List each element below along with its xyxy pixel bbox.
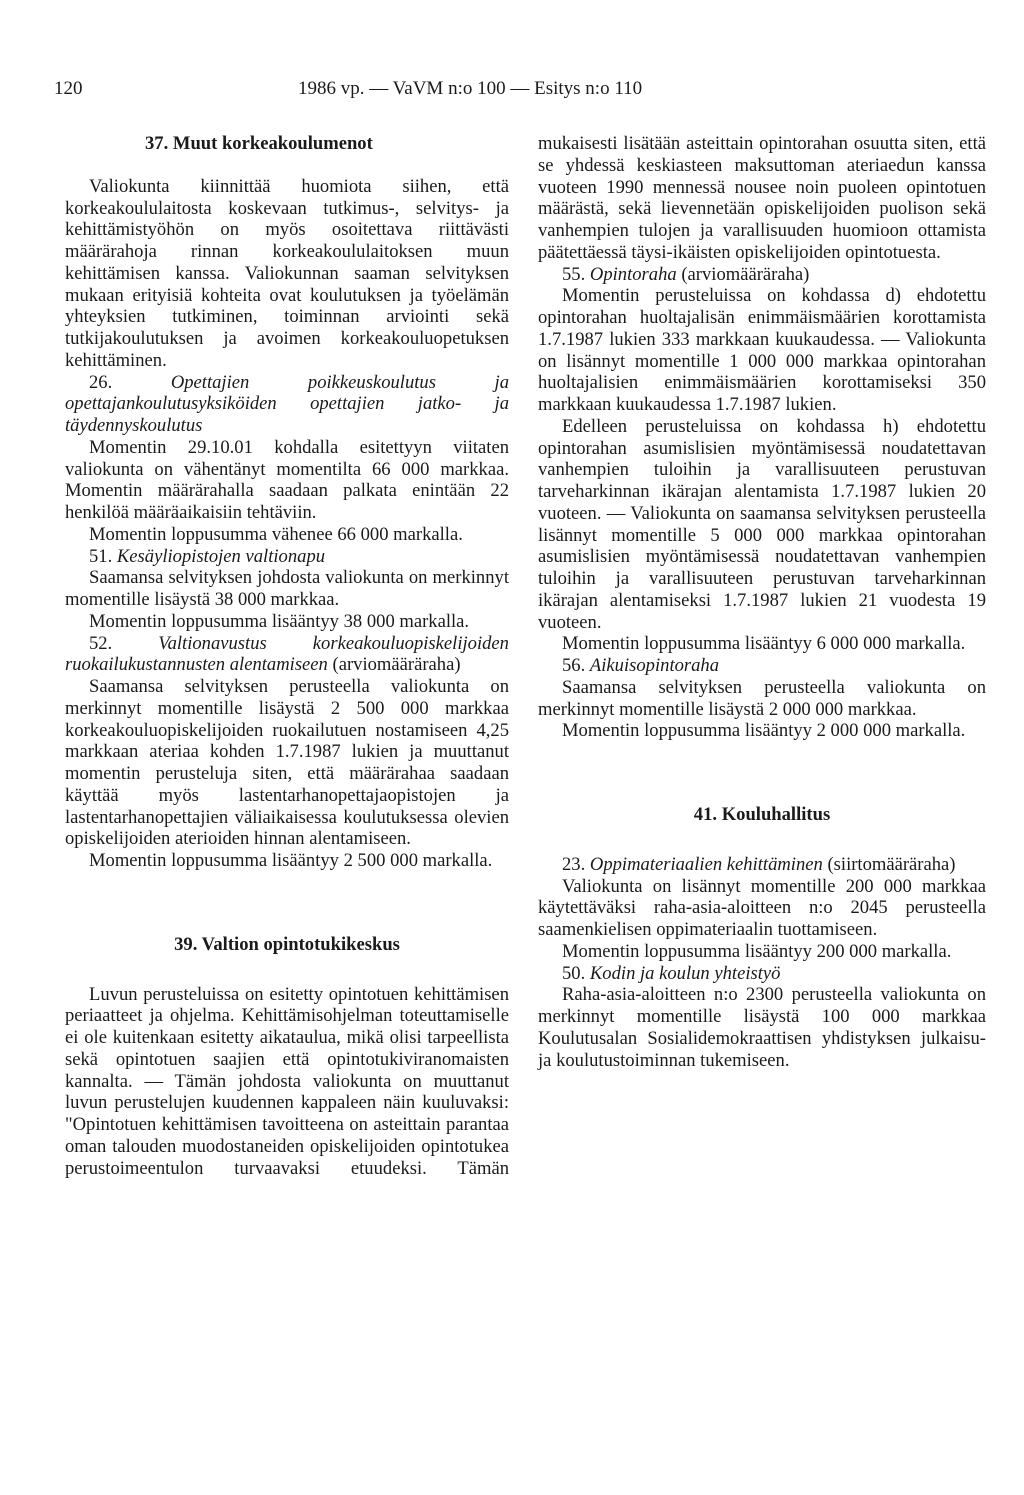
right-column — [538, 133, 986, 1071]
item-suffix: (arviomääräraha) — [681, 263, 810, 285]
section-heading-41: 41. Kouluhallitus — [693, 804, 831, 825]
paragraph-continued: mukaisesti lisätään asteittain opintorahan osuutta siten, että se yhdessä keskiasteen maksuttoman ateriaedun kanssa vuoteen 1990 mennessä nousee noin puoleen opintotuen määrästä, sekä lievennetään opiskelijoiden puolison sekä vanhempien tulojen ja varallisuuden huomioon ottamista päätettäessä täysi-ikäisten opiskelijoiden opintotuesta. — [538, 133, 986, 263]
running-head: 1986 vp. — VaVM n:o 100 — Esitys n:o 110 — [298, 78, 643, 99]
paragraph: Momentin loppusumma lisääntyy 2 000 000 markalla. — [562, 720, 966, 742]
paragraph: Momentin loppusumma vähenee 66 000 markalla. — [89, 523, 463, 545]
paragraph: Momentin loppusumma lisääntyy 38 000 markalla. — [89, 610, 470, 632]
paragraph: Momentin 29.10.01 kohdalla esitettyyn viitaten valiokunta on vähentänyt momentilta 66 000 markkaa. Momentin määrärahalla saadaan palkata enintään 22 henkilöä määräaikaisiin tehtäviin. — [65, 436, 509, 523]
item-title: Oppimateriaalien kehittäminen — [589, 853, 823, 875]
item-heading-56 — [538, 655, 986, 677]
item-suffix: (siirtomääräraha) — [827, 853, 956, 875]
paragraph: Edelleen perusteluissa on kohdassa h) ehdotettu opintorahan asumislisien myöntämisessä noudatettavan vanhempien tuloihin ja varallisuuteen perustuvan tarveharkinnan ikärajan alentamista 1.7.1987 lukien 20 vuoteen. — Valiokunta on saamansa selvityksen perusteella lisännyt momentille 5 000 000 markkaa opintorahan asumislisien myöntämisessä noudatettavan vanhempien tuloihin ja varallisuuteen perustuvan tarveharkinnan ikärajan alentamiseksi 1.7.1987 lukien 21 vuodesta 19 vuoteen. — [538, 415, 986, 633]
item-number: 51. — [89, 545, 113, 567]
item-title: Valtionavustus korkeakouluopiskelijoiden ruokailukustannusten alentamiseen — [65, 632, 509, 676]
item-number: 23. — [562, 853, 586, 875]
item-title: Opintoraha — [589, 263, 677, 285]
page-number: 120 — [54, 78, 83, 99]
paragraph: Saamansa selvityksen johdosta valiokunta on merkinnyt momentille lisäystä 38 000 markkaa. — [65, 567, 509, 610]
section-heading-37: 37. Muut korkeakoulumenot — [145, 133, 373, 154]
item-heading-50 — [538, 963, 986, 985]
left-column — [65, 133, 509, 1179]
item-number: 55. — [562, 263, 586, 285]
paragraph: Saamansa selvityksen perusteella valiokunta on merkinnyt momentille lisäystä 2 500 000 markkaa korkeakouluopiskelijoiden ruokailutuen nostamiseen 4,25 markkaan ateriaa kohden 1.7.1987 lukien ja muuttanut momentin perusteluja siten, että määrärahaa saadaan käyttää myös lastentarhanopettajaopistojen ja lastentarhanopettajien väliaikaisessa koulutuksessa olevien opiskelijoiden aterioiden hinnan alentamiseen. — [65, 676, 509, 850]
item-heading-26 — [65, 372, 509, 437]
paragraph: Saamansa selvityksen perusteella valiokunta on merkinnyt momentille lisäystä 2 000 000 markkaa. — [538, 676, 986, 720]
paragraph: Momentin perusteluissa on kohdassa d) ehdotettu opintorahan huoltajalisän enimmäismäärien korottamista 1.7.1987 lukien 333 markkaan kuukaudessa. — Valiokunta on lisännyt momentille 1 000 000 markkaa opintorahan huoltajalisien enimmäismäärien korottamiseksi 350 markkaan kuukaudessa 1.7.1987 lukien. — [538, 285, 986, 415]
item-title: Aikuisopintoraha — [589, 655, 720, 676]
item-title: Kesäyliopistojen valtionapu — [116, 545, 326, 567]
paragraph: Valiokunta kiinnittää huomiota siihen, että korkeakoululaitosta koskevaan tutkimus-, selvitys- ja kehittämistyöhön on myös osoitettava riittävästi määrärahoja rinnan korkeakoululaitoksen muun kehittämisen kanssa. Valiokunnan saaman selvityksen mukaan erityisiä kohteita ovat koulutuksen ja työelämän yhteyksien tutkiminen, toiminnan arviointi sekä tutkijakoulutuksen ja avoimen korkeakouluopetuksen kehittäminen. — [65, 175, 509, 371]
item-heading-51 — [65, 546, 509, 568]
paragraph: Momentin loppusumma lisääntyy 200 000 markalla. — [562, 940, 952, 962]
item-heading-23 — [538, 854, 986, 876]
item-title: Opettajien poikkeuskoulutus ja opettajankoulutusyksiköiden opettajien jatko- ja täydennyskoulutus — [65, 371, 509, 436]
item-number: 52. — [89, 632, 113, 654]
paragraph: Valiokunta on lisännyt momentille 200 000 markkaa käytettäväksi raha-asia-aloitteen n:o 2045 perusteella saamenkielisen oppimateriaalin tuottamiseen. — [538, 875, 986, 940]
item-number: 50. — [562, 962, 586, 984]
item-heading-52 — [65, 633, 509, 677]
section-heading-39: 39. Valtion opintotukikeskus — [174, 933, 400, 955]
item-number: 56. — [562, 655, 586, 676]
item-suffix: (arviomääräraha) — [332, 654, 461, 676]
paragraph: Raha-asia-aloitteen n:o 2300 perusteella valiokunta on merkinnyt momentille lisäystä 100 000 markkaa Koulutusalan Sosialidemokraattisen yhdistyksen julkaisu- ja koulutustoiminnan tukemiseen. — [538, 984, 986, 1071]
item-title: Kodin ja koulun yhteistyö — [589, 962, 781, 984]
paragraph: Momentin loppusumma lisääntyy 2 500 000 markalla. — [89, 850, 493, 871]
paragraph: Luvun perusteluissa on esitetty opintotuen kehittämisen periaatteet ja ohjelma. Kehittämisohjelman toteuttamiselle ei ole kuitenkaan esitetty aikataulua, mikä olisi tarpeellista sekä opintotuen saajien että opintotukiviranomaisten kannalta. — Tämän johdosta valiokunta on muuttanut luvun perustelujen kuudennen kappaleen näin kuuluvaksi: "Opintotuen kehittämisen tavoitteena on asteittain parantaa oman talouden muodostaneiden opiskelijoiden opintotukea perustoimeentulon turvaavaksi etuudeksi. Tämän — [65, 983, 509, 1179]
paragraph: Momentin loppusumma lisääntyy 6 000 000 markalla. — [562, 633, 966, 655]
item-heading-55 — [538, 264, 986, 286]
item-number: 26. — [89, 371, 113, 393]
